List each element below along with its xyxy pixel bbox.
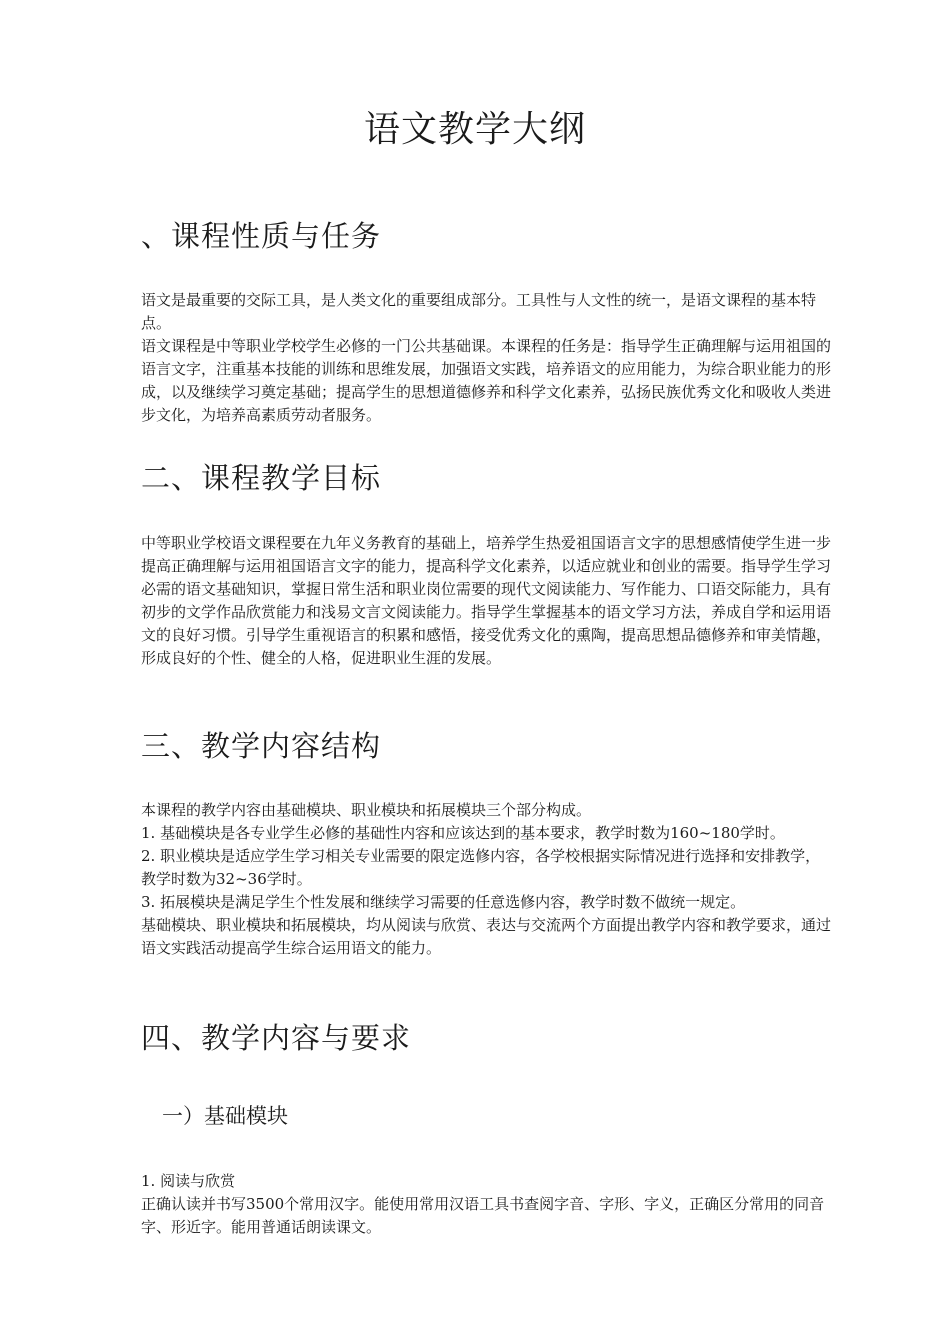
section-heading-nature-tasks: 、课程性质与任务 <box>141 219 382 253</box>
list-item: 1. 阅读与欣赏 <box>141 1172 236 1190</box>
document-title: 语文教学大纲 <box>363 109 586 150</box>
paragraph: 语文课程是中等职业学校学生必修的一门公共基础课。本课程的任务是：指导学生正确理解与运用祖国的语言文字，注重基本技能的训练和思维发展，加强语文实践，培养语文的应用能力，为综合职业能力的形成，以及继续学习奠定基础；提高学生的思想道德修养和科学文化素养，弘扬民族优秀文化和吸收人类进步文化，为培养高素质劳动者服务。 <box>141 337 832 424</box>
section-heading-objectives: 二、课程教学目标 <box>141 461 382 495</box>
paragraph: 正确认读并书写3500个常用汉字。能使用常用汉语工具书查阅字音、字形、字义，正确区分常用的同音字、形近字。能用普通话朗读课文。 <box>141 1195 825 1236</box>
list-item: 3. 拓展模块是满足学生个性发展和继续学习需要的任意选修内容，教学时数不做统一规定。 <box>141 893 746 911</box>
section-heading-content-structure: 三、教学内容结构 <box>141 729 382 763</box>
section-heading-content-requirements: 四、教学内容与要求 <box>141 1021 412 1055</box>
subsection-heading-basic-module: 一）基础模块 <box>162 1104 288 1128</box>
list-item: 2. 职业模块是适应学生学习相关专业需要的限定选修内容，各学校根据实际情况进行选择和安排教学，教学时数为32~36学时。 <box>141 847 821 888</box>
paragraph: 中等职业学校语文课程要在九年义务教育的基础上，培养学生热爱祖国语言文字的思想感情使学生进一步提高正确理解与运用祖国语言文字的能力，提高科学文化素养，以适应就业和创业的需要。指导学生学习必需的语文基础知识，掌握日常生活和职业岗位需要的现代文阅读能力、写作能力、口语交际能力，具有初步的文学作品欣赏能力和浅易文言文阅读能力。指导学生掌握基本的语文学习方法，养成自学和运用语文的良好习惯。引导学生重视语言的积累和感悟，接受优秀文化的熏陶，提高思想品德修养和审美情趣，形成良好的个性、健全的人格，促进职业生涯的发展。 <box>141 534 832 667</box>
section-body-objectives <box>141 532 831 670</box>
paragraph: 基础模块、职业模块和拓展模块，均从阅读与欣赏、表达与交流两个方面提出教学内容和教学要求，通过语文实践活动提高学生综合运用语文的能力。 <box>141 916 832 957</box>
paragraph: 本课程的教学内容由基础模块、职业模块和拓展模块三个部分构成。 <box>141 801 592 819</box>
paragraph: 语文是最重要的交际工具，是人类文化的重要组成部分。工具性与人文性的统一，是语文课程的基本特点。 <box>141 291 817 332</box>
section-body-content-structure <box>141 799 831 960</box>
section-body-basic-module <box>141 1170 831 1239</box>
section-body-nature-tasks <box>141 289 831 427</box>
list-item: 1. 基础模块是各专业学生必修的基础性内容和应该达到的基本要求，教学时数为160~180学时。 <box>141 824 785 842</box>
